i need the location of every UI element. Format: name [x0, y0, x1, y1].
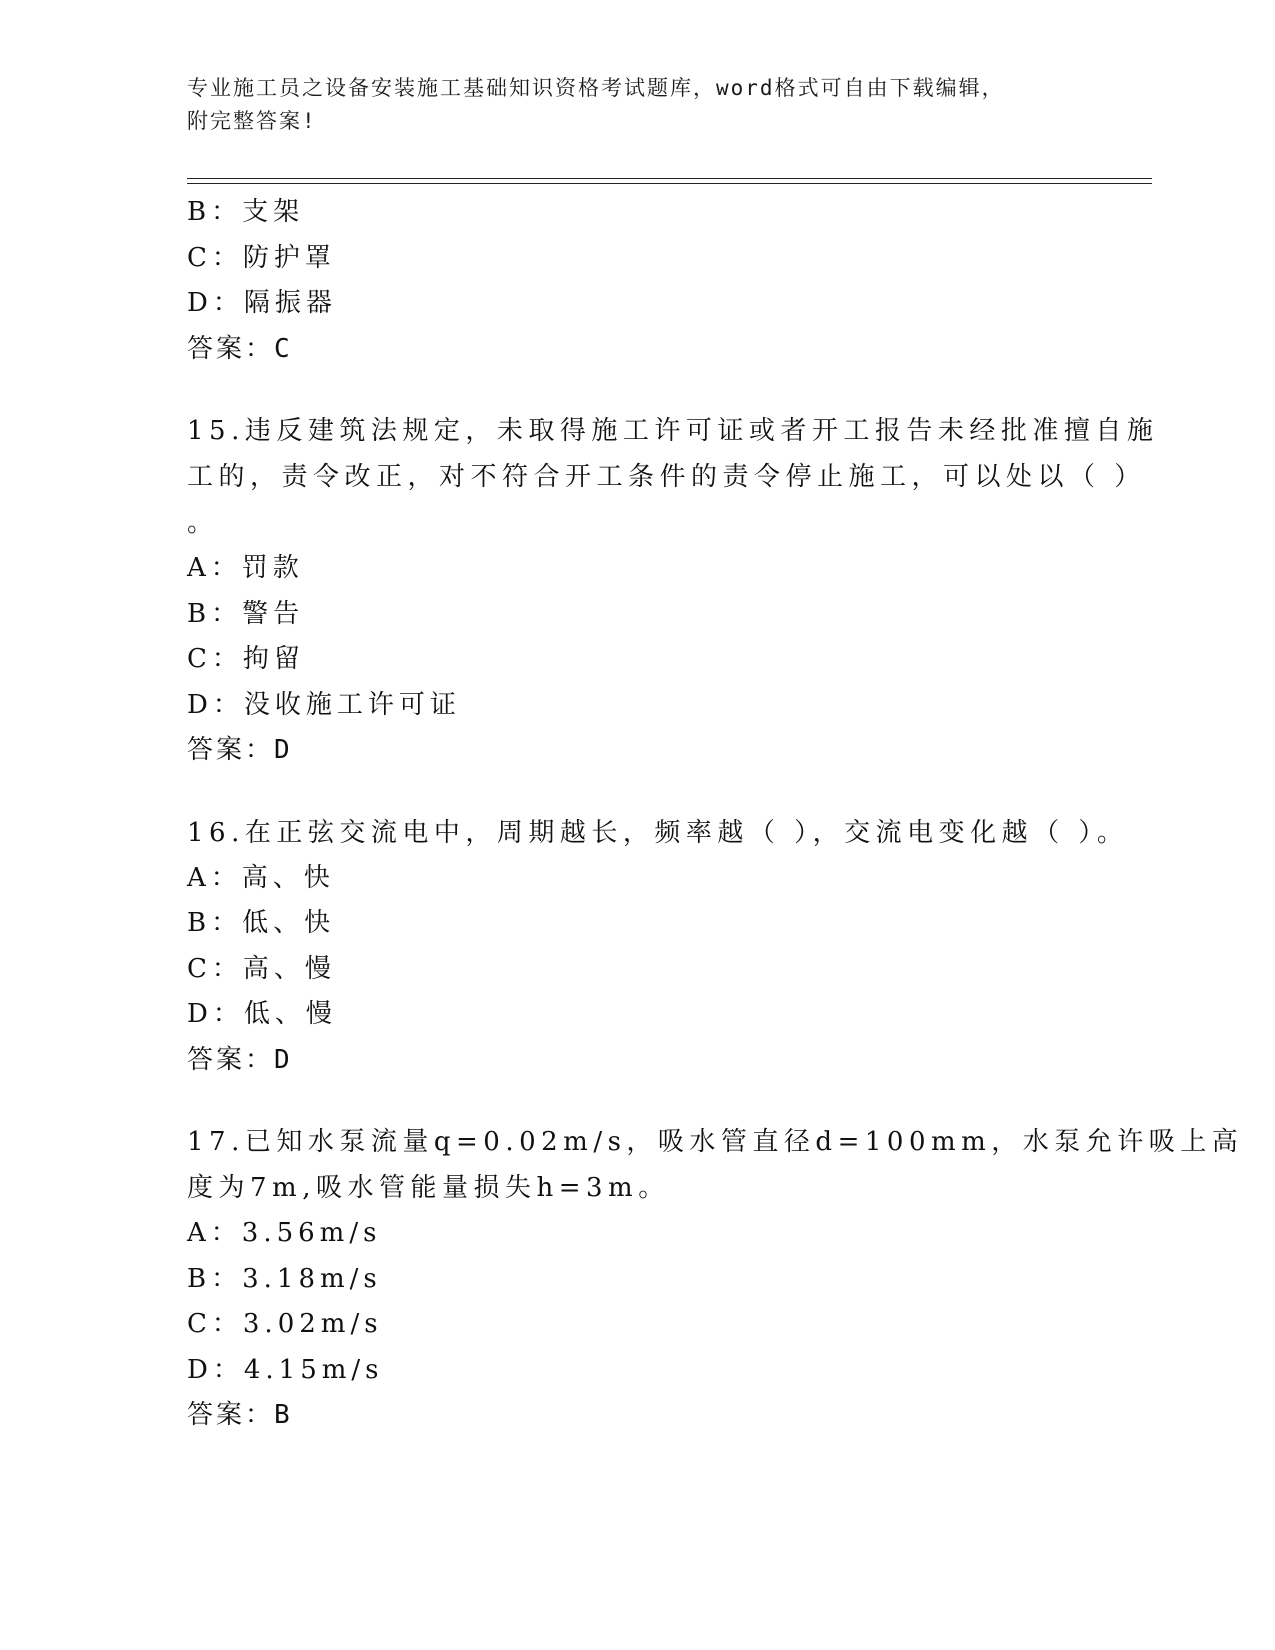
- question-list: [187, 190, 1244, 1439]
- option-c: C：防护罩: [187, 242, 336, 273]
- option-b: B：低、快: [187, 908, 336, 938]
- answer-line: 答案：B: [187, 1400, 293, 1430]
- option-c: C：高、慢: [187, 953, 336, 984]
- question-stem-line: 工的，责令改正，对不符合开工条件的责令停止施工，可以处以（ ）: [187, 462, 1146, 492]
- option-c: C：拘留: [187, 644, 305, 674]
- answer-line: 答案：D: [187, 735, 293, 765]
- document-header: [187, 72, 1067, 138]
- spacer: [187, 1083, 1087, 1119]
- question-stem-line: 17.已知水泵流量q=0.02m/s，吸水管直径d=100mm，水泵允许吸上高: [187, 1127, 1244, 1157]
- question-16: [187, 810, 1129, 1084]
- option-b: B：支架: [187, 197, 305, 227]
- option-b: B：3.18m/s: [187, 1263, 382, 1294]
- question-15: [187, 408, 1159, 774]
- question-stem-line: 15.违反建筑法规定，未取得施工许可证或者开工报告未经批准擅自施: [187, 416, 1159, 446]
- option-c: C：3.02m/s: [187, 1309, 383, 1339]
- answer-line: 答案：C: [187, 333, 293, 364]
- header-divider-top: [187, 178, 1152, 179]
- answer-line: 答案：D: [187, 1044, 293, 1075]
- question-stem-line: 度为7m,吸水管能量损失h=3m。: [187, 1173, 670, 1203]
- header-line-1: 专业施工员之设备安装施工基础知识资格考试题库，word格式可自由下载编辑，: [187, 76, 1005, 100]
- option-d: D：低、慢: [187, 999, 337, 1029]
- question-14-continued: [187, 190, 1087, 372]
- option-a: A：高、快: [187, 862, 335, 893]
- option-d: D：4.15m/s: [187, 1354, 384, 1385]
- question-stem-line: 16.在正弦交流电中，周期越长，频率越（ ），交流电变化越（ ）。: [187, 817, 1129, 848]
- option-a: A：3.56m/s: [187, 1218, 382, 1248]
- header-divider-bottom: [187, 183, 1152, 184]
- option-d: D：隔振器: [187, 288, 337, 318]
- question-stem-line: 。: [187, 508, 219, 538]
- spacer: [187, 774, 1087, 810]
- option-b: B：警告: [187, 598, 305, 629]
- header-line-2: 附完整答案!: [187, 109, 317, 133]
- question-17: [187, 1119, 1244, 1439]
- option-a: A：罚款: [187, 553, 304, 583]
- spacer: [187, 372, 1087, 408]
- option-d: D：没收施工许可证: [187, 689, 461, 720]
